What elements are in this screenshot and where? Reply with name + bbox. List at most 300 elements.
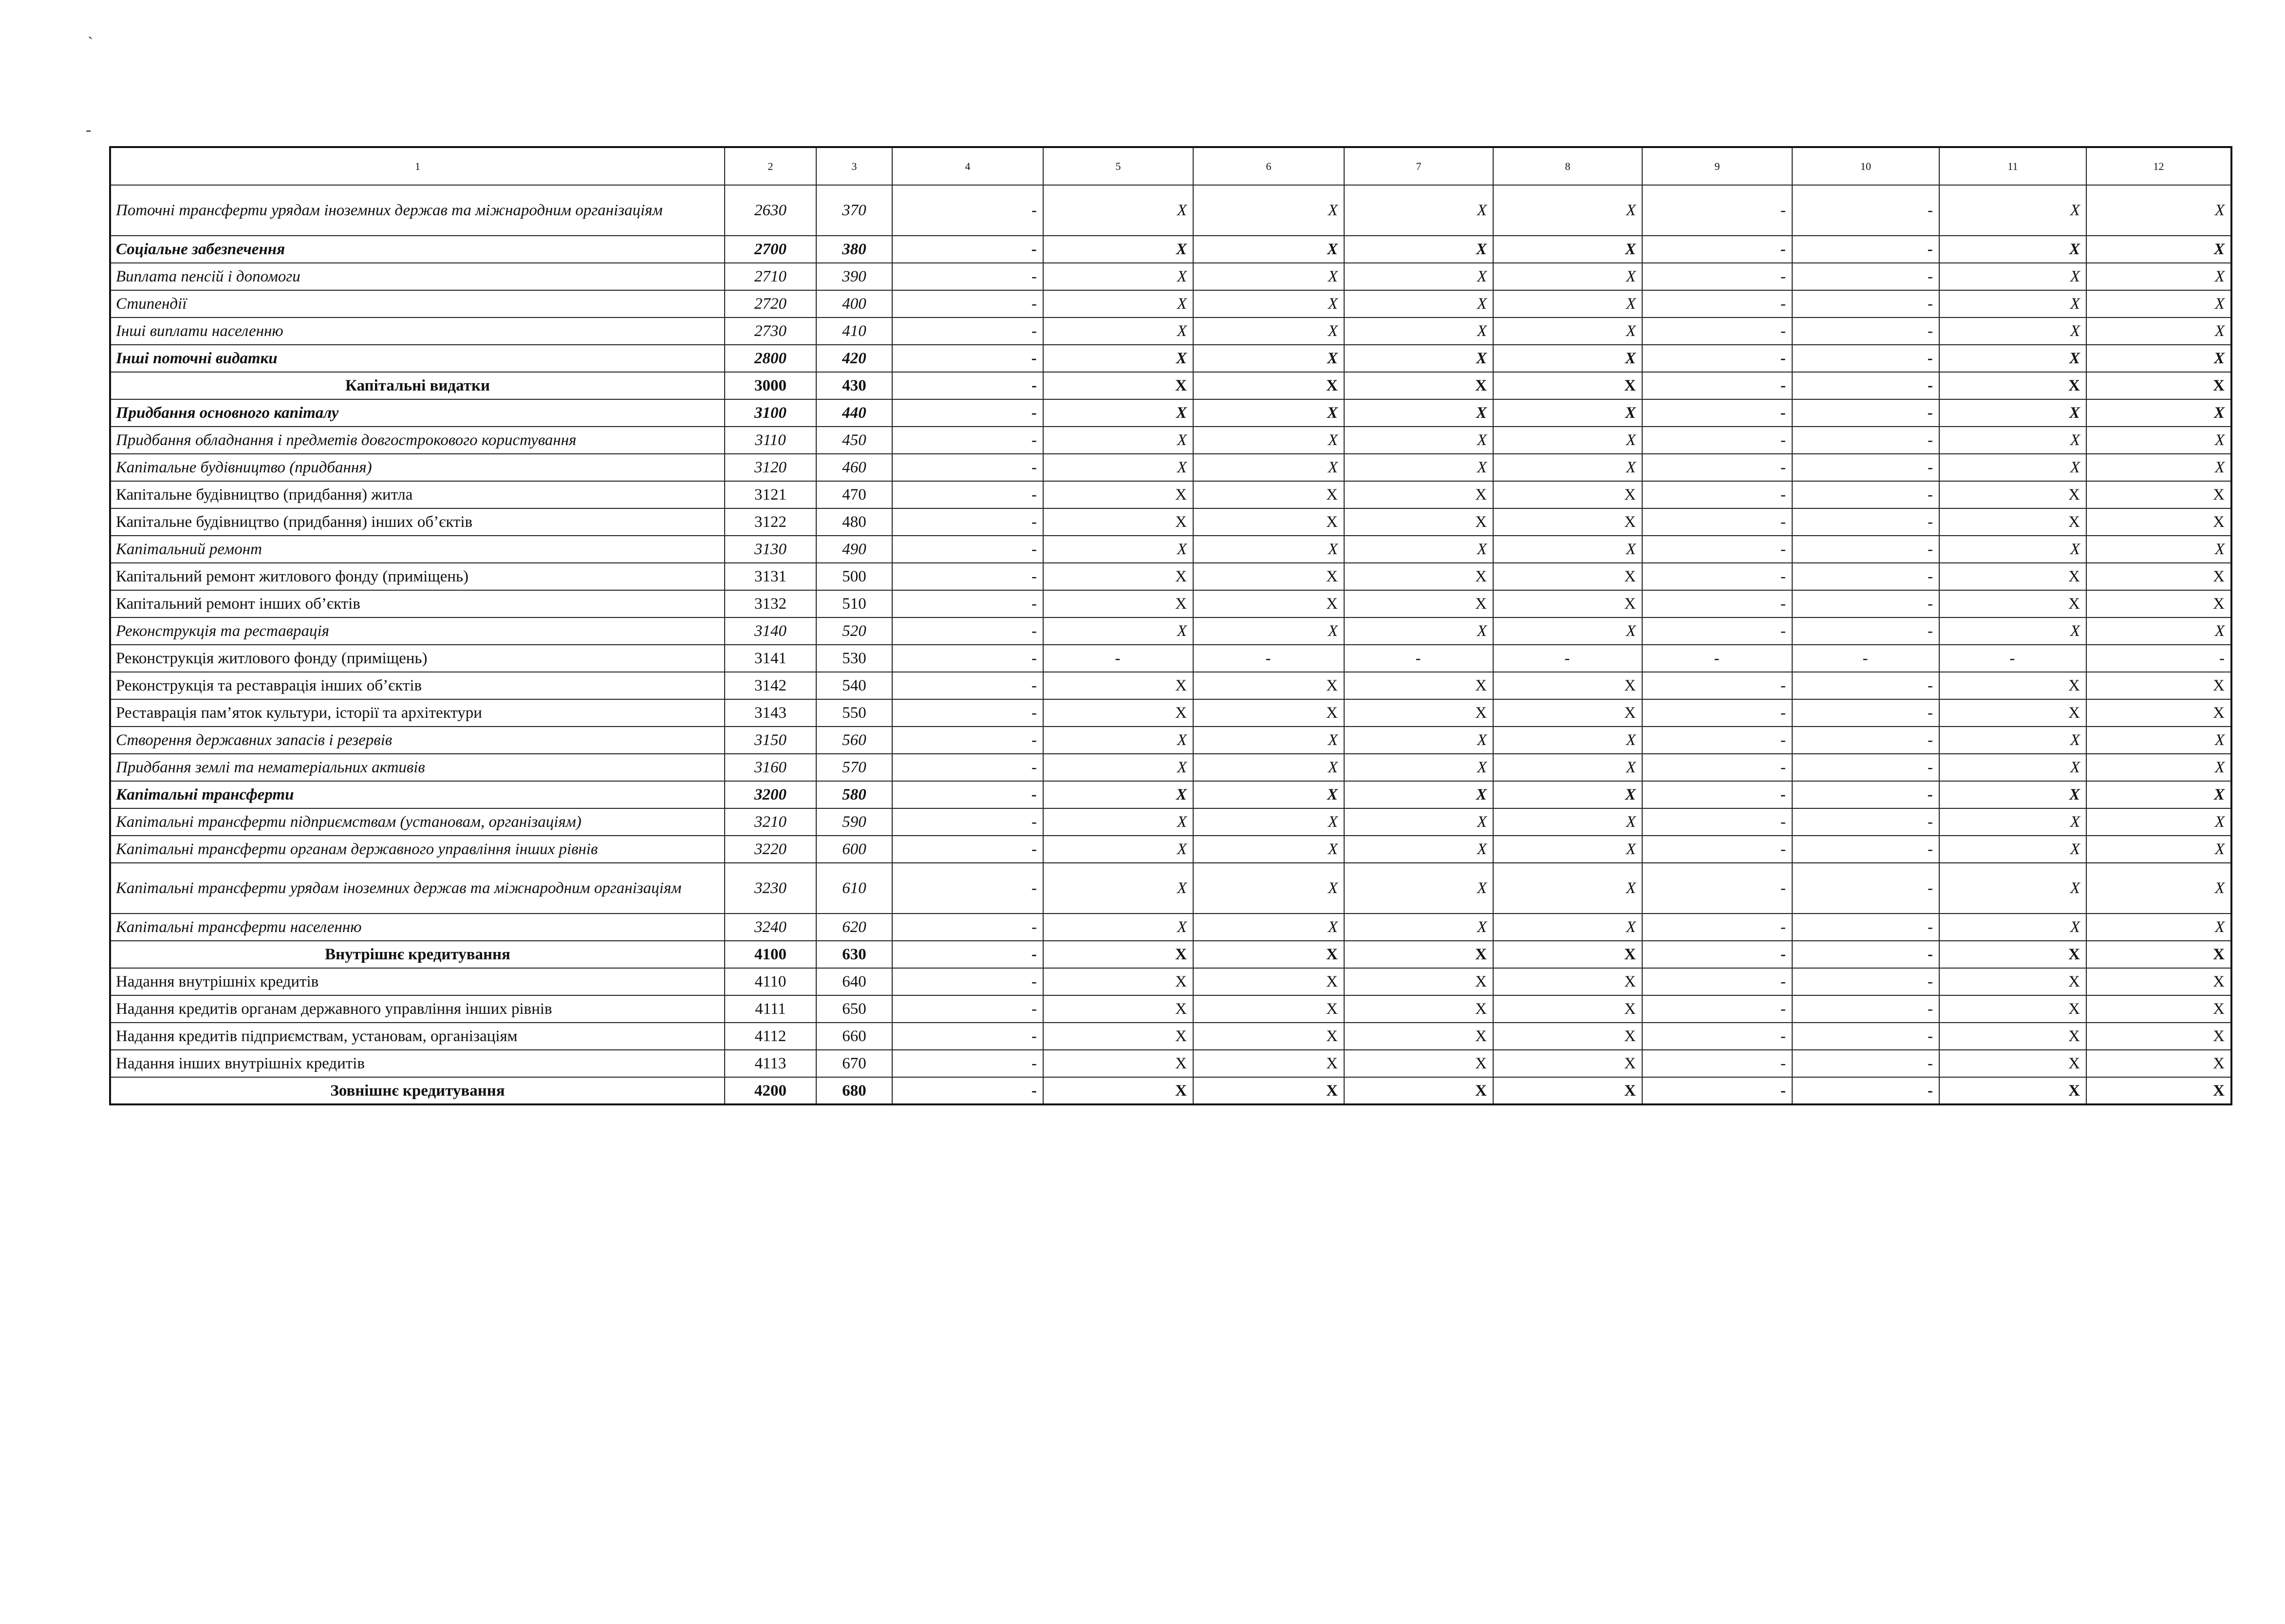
value-cell-col-4: - [892,995,1043,1023]
value-cell-col-12: X [2086,508,2231,536]
value-cell-col-12: X [2086,995,2231,1023]
value-cell-col-8: X [1493,563,1642,590]
value-cell-col-7: X [1344,236,1493,263]
table-row [110,317,2231,345]
value-cell-col-5: X [1043,427,1193,454]
kekv-code-cell: 3230 [725,863,816,914]
table-row [110,727,2231,754]
table-row [110,914,2231,941]
value-cell-col-5: X [1043,941,1193,968]
value-cell-col-7: X [1344,290,1493,317]
value-cell-col-8: X [1493,995,1642,1023]
row-name-cell: Інші виплати населенню [110,317,725,345]
value-cell-col-10: - [1792,995,1939,1023]
value-cell-col-11: X [1939,617,2086,645]
row-name-cell: Внутрішнє кредитування [110,941,725,968]
value-cell-col-6: X [1193,317,1344,345]
row-code-cell: 610 [816,863,892,914]
value-cell-col-9: - [1642,836,1792,863]
value-cell-col-6: X [1193,185,1344,236]
value-cell-col-5: X [1043,1077,1193,1104]
table-row [110,781,2231,808]
row-name-cell: Реконструкція та реставрація [110,617,725,645]
value-cell-col-4: - [892,941,1043,968]
value-cell-col-12: X [2086,454,2231,481]
kekv-code-cell: 3143 [725,699,816,727]
value-cell-col-4: - [892,290,1043,317]
value-cell-col-11: X [1939,427,2086,454]
row-code-cell: 680 [816,1077,892,1104]
kekv-code-cell: 3132 [725,590,816,617]
value-cell-col-7: X [1344,536,1493,563]
value-cell-col-9: - [1642,914,1792,941]
value-cell-col-6: X [1193,808,1344,836]
value-cell-col-6: X [1193,590,1344,617]
value-cell-col-4: - [892,536,1043,563]
value-cell-col-9: - [1642,941,1792,968]
value-cell-col-6: X [1193,372,1344,399]
value-cell-col-5: X [1043,672,1193,699]
value-cell-col-11: X [1939,699,2086,727]
row-code-cell: 620 [816,914,892,941]
table-row [110,617,2231,645]
row-name-cell: Капітальні трансферти урядам іноземних держав та міжнародним організаціям [110,863,725,914]
value-cell-col-7: X [1344,836,1493,863]
value-cell-col-7: X [1344,263,1493,290]
row-code-cell: 440 [816,399,892,427]
value-cell-col-11: X [1939,781,2086,808]
table-row [110,968,2231,995]
row-name-cell: Капітальний ремонт житлового фонду (приміщень) [110,563,725,590]
value-cell-col-12: X [2086,617,2231,645]
value-cell-col-10: - [1792,263,1939,290]
value-cell-col-11: X [1939,727,2086,754]
kekv-code-cell: 3240 [725,914,816,941]
value-cell-col-10: - [1792,481,1939,508]
value-cell-col-7: X [1344,727,1493,754]
value-cell-col-5: X [1043,617,1193,645]
value-cell-col-6: X [1193,263,1344,290]
table-row [110,185,2231,236]
value-cell-col-6: X [1193,481,1344,508]
value-cell-col-7: X [1344,185,1493,236]
table-row [110,345,2231,372]
value-cell-col-8: X [1493,345,1642,372]
value-cell-col-5: X [1043,185,1193,236]
value-cell-col-5: X [1043,727,1193,754]
value-cell-col-12: X [2086,727,2231,754]
value-cell-col-8: X [1493,941,1642,968]
row-name-cell: Капітальне будівництво (придбання) [110,454,725,481]
value-cell-col-7: X [1344,1077,1493,1104]
value-cell-col-8: X [1493,863,1642,914]
value-cell-col-6: X [1193,536,1344,563]
table-row [110,508,2231,536]
column-header-4: 4 [892,147,1043,185]
value-cell-col-9: - [1642,372,1792,399]
value-cell-col-9: - [1642,1050,1792,1077]
kekv-code-cell: 3140 [725,617,816,645]
value-cell-col-10: - [1792,808,1939,836]
value-cell-col-10: - [1792,399,1939,427]
value-cell-col-10: - [1792,836,1939,863]
column-header-3: 3 [816,147,892,185]
value-cell-col-11: X [1939,563,2086,590]
value-cell-col-4: - [892,617,1043,645]
value-cell-col-9: - [1642,345,1792,372]
value-cell-col-4: - [892,345,1043,372]
value-cell-col-9: - [1642,427,1792,454]
kekv-code-cell: 3130 [725,536,816,563]
value-cell-col-4: - [892,645,1043,672]
kekv-code-cell: 3160 [725,754,816,781]
value-cell-col-5: X [1043,372,1193,399]
column-header-12: 12 [2086,147,2231,185]
value-cell-col-4: - [892,781,1043,808]
kekv-code-cell: 3210 [725,808,816,836]
value-cell-col-12: X [2086,185,2231,236]
value-cell-col-12: X [2086,563,2231,590]
value-cell-col-9: - [1642,968,1792,995]
value-cell-col-8: X [1493,672,1642,699]
value-cell-col-8: X [1493,263,1642,290]
value-cell-col-10: - [1792,563,1939,590]
scan-mark: ` [88,34,94,52]
value-cell-col-9: - [1642,236,1792,263]
value-cell-col-4: - [892,672,1043,699]
kekv-code-cell: 4200 [725,1077,816,1104]
row-name-cell: Реконструкція та реставрація інших об’єктів [110,672,725,699]
value-cell-col-12: X [2086,317,2231,345]
value-cell-col-9: - [1642,672,1792,699]
value-cell-col-9: - [1642,590,1792,617]
value-cell-col-5: X [1043,481,1193,508]
row-code-cell: 560 [816,727,892,754]
row-name-cell: Придбання основного капіталу [110,399,725,427]
value-cell-col-4: - [892,372,1043,399]
value-cell-col-9: - [1642,481,1792,508]
value-cell-col-4: - [892,1023,1043,1050]
value-cell-col-11: X [1939,185,2086,236]
value-cell-col-6: X [1193,727,1344,754]
value-cell-col-10: - [1792,941,1939,968]
column-header-9: 9 [1642,147,1792,185]
value-cell-col-6: X [1193,399,1344,427]
value-cell-col-5: X [1043,263,1193,290]
value-cell-col-7: X [1344,672,1493,699]
value-cell-col-11: X [1939,1023,2086,1050]
row-name-cell: Поточні трансферти урядам іноземних держав та міжнародним організаціям [110,185,725,236]
kekv-code-cell: 3122 [725,508,816,536]
column-header-8: 8 [1493,147,1642,185]
value-cell-col-5: X [1043,754,1193,781]
table-row [110,995,2231,1023]
table-row [110,290,2231,317]
column-header-7: 7 [1344,147,1493,185]
value-cell-col-7: X [1344,427,1493,454]
value-cell-col-8: X [1493,590,1642,617]
value-cell-col-6: X [1193,1050,1344,1077]
kekv-code-cell: 4111 [725,995,816,1023]
value-cell-col-9: - [1642,1077,1792,1104]
kekv-code-cell: 3100 [725,399,816,427]
value-cell-col-7: X [1344,454,1493,481]
value-cell-col-10: - [1792,290,1939,317]
value-cell-col-7: X [1344,914,1493,941]
value-cell-col-4: - [892,968,1043,995]
row-code-cell: 520 [816,617,892,645]
value-cell-col-5: X [1043,317,1193,345]
row-code-cell: 590 [816,808,892,836]
kekv-code-cell: 4112 [725,1023,816,1050]
value-cell-col-8: X [1493,536,1642,563]
row-name-cell: Надання внутрішніх кредитів [110,968,725,995]
value-cell-col-10: - [1792,699,1939,727]
value-cell-col-5: X [1043,236,1193,263]
row-name-cell: Реконструкція житлового фонду (приміщень) [110,645,725,672]
kekv-code-cell: 2710 [725,263,816,290]
table-row [110,863,2231,914]
kekv-code-cell: 4113 [725,1050,816,1077]
value-cell-col-12: X [2086,1050,2231,1077]
value-cell-col-7: X [1344,995,1493,1023]
kekv-code-cell: 3110 [725,427,816,454]
value-cell-col-8: X [1493,236,1642,263]
value-cell-col-5: X [1043,699,1193,727]
value-cell-col-12: X [2086,914,2231,941]
value-cell-col-8: X [1493,617,1642,645]
value-cell-col-11: - [1939,645,2086,672]
column-header-11: 11 [1939,147,2086,185]
value-cell-col-4: - [892,808,1043,836]
value-cell-col-8: X [1493,808,1642,836]
value-cell-col-11: X [1939,590,2086,617]
value-cell-col-9: - [1642,699,1792,727]
table-row [110,645,2231,672]
value-cell-col-8: X [1493,185,1642,236]
value-cell-col-7: X [1344,968,1493,995]
value-cell-col-10: - [1792,454,1939,481]
value-cell-col-4: - [892,454,1043,481]
value-cell-col-9: - [1642,863,1792,914]
value-cell-col-5: X [1043,863,1193,914]
value-cell-col-7: X [1344,481,1493,508]
value-cell-col-6: X [1193,290,1344,317]
row-name-cell: Надання інших внутрішніх кредитів [110,1050,725,1077]
value-cell-col-8: X [1493,372,1642,399]
value-cell-col-7: X [1344,617,1493,645]
value-cell-col-7: X [1344,863,1493,914]
row-code-cell: 510 [816,590,892,617]
value-cell-col-10: - [1792,914,1939,941]
table-row [110,563,2231,590]
kekv-code-cell: 3121 [725,481,816,508]
value-cell-col-9: - [1642,808,1792,836]
row-name-cell: Капітальне будівництво (придбання) інших об’єктів [110,508,725,536]
value-cell-col-4: - [892,563,1043,590]
table-row [110,236,2231,263]
value-cell-col-8: X [1493,317,1642,345]
kekv-code-cell: 3120 [725,454,816,481]
value-cell-col-7: X [1344,399,1493,427]
budget-table [109,146,2232,1105]
row-code-cell: 460 [816,454,892,481]
value-cell-col-10: - [1792,536,1939,563]
value-cell-col-11: X [1939,1077,2086,1104]
value-cell-col-11: X [1939,536,2086,563]
value-cell-col-4: - [892,590,1043,617]
row-name-cell: Надання кредитів підприємствам, установам, організаціям [110,1023,725,1050]
value-cell-col-4: - [892,263,1043,290]
table-body [110,185,2231,1104]
value-cell-col-6: X [1193,508,1344,536]
value-cell-col-6: X [1193,754,1344,781]
value-cell-col-11: X [1939,481,2086,508]
value-cell-col-12: X [2086,836,2231,863]
row-name-cell: Капітальні трансферти органам державного управління інших рівнів [110,836,725,863]
kekv-code-cell: 3000 [725,372,816,399]
row-code-cell: 500 [816,563,892,590]
value-cell-col-6: X [1193,1077,1344,1104]
value-cell-col-6: X [1193,1023,1344,1050]
row-code-cell: 470 [816,481,892,508]
value-cell-col-5: X [1043,590,1193,617]
value-cell-col-7: X [1344,1050,1493,1077]
value-cell-col-11: X [1939,317,2086,345]
column-header-6: 6 [1193,147,1344,185]
value-cell-col-8: X [1493,699,1642,727]
row-name-cell: Стипендії [110,290,725,317]
kekv-code-cell: 3150 [725,727,816,754]
value-cell-col-12: X [2086,863,2231,914]
kekv-code-cell: 2630 [725,185,816,236]
kekv-code-cell: 3200 [725,781,816,808]
table-row [110,941,2231,968]
value-cell-col-11: X [1939,345,2086,372]
row-name-cell: Капітальні трансферти населенню [110,914,725,941]
value-cell-col-12: X [2086,754,2231,781]
row-name-cell: Капітальний ремонт інших об’єктів [110,590,725,617]
row-code-cell: 670 [816,1050,892,1077]
value-cell-col-12: X [2086,427,2231,454]
value-cell-col-7: X [1344,590,1493,617]
value-cell-col-4: - [892,699,1043,727]
value-cell-col-6: - [1193,645,1344,672]
value-cell-col-5: X [1043,508,1193,536]
row-code-cell: 540 [816,672,892,699]
value-cell-col-12: X [2086,808,2231,836]
kekv-code-cell: 4100 [725,941,816,968]
value-cell-col-8: X [1493,914,1642,941]
row-code-cell: 550 [816,699,892,727]
value-cell-col-6: X [1193,345,1344,372]
value-cell-col-7: X [1344,699,1493,727]
value-cell-col-5: X [1043,1023,1193,1050]
value-cell-col-7: X [1344,345,1493,372]
value-cell-col-10: - [1792,1023,1939,1050]
value-cell-col-4: - [892,836,1043,863]
value-cell-col-10: - [1792,345,1939,372]
kekv-code-cell: 3142 [725,672,816,699]
value-cell-col-5: - [1043,645,1193,672]
column-header-10: 10 [1792,147,1939,185]
value-cell-col-9: - [1642,781,1792,808]
row-code-cell: 580 [816,781,892,808]
value-cell-col-6: X [1193,699,1344,727]
value-cell-col-9: - [1642,727,1792,754]
table-row [110,836,2231,863]
row-name-cell: Капітальні трансферти підприємствам (установам, організаціям) [110,808,725,836]
value-cell-col-12: X [2086,236,2231,263]
value-cell-col-11: X [1939,372,2086,399]
value-cell-col-11: X [1939,914,2086,941]
row-name-cell: Капітальний ремонт [110,536,725,563]
value-cell-col-12: X [2086,345,2231,372]
table-row [110,536,2231,563]
value-cell-col-11: X [1939,941,2086,968]
value-cell-col-4: - [892,481,1043,508]
table-row [110,699,2231,727]
value-cell-col-10: - [1792,427,1939,454]
value-cell-col-9: - [1642,1023,1792,1050]
row-code-cell: 410 [816,317,892,345]
value-cell-col-10: - [1792,185,1939,236]
value-cell-col-9: - [1642,317,1792,345]
column-header-1: 1 [110,147,725,185]
row-code-cell: 630 [816,941,892,968]
value-cell-col-10: - [1792,968,1939,995]
value-cell-col-11: X [1939,290,2086,317]
value-cell-col-8: - [1493,645,1642,672]
value-cell-col-5: X [1043,781,1193,808]
value-cell-col-12: X [2086,1023,2231,1050]
value-cell-col-7: X [1344,941,1493,968]
kekv-code-cell: 3131 [725,563,816,590]
value-cell-col-4: - [892,317,1043,345]
value-cell-col-9: - [1642,563,1792,590]
row-code-cell: 650 [816,995,892,1023]
table-row [110,1023,2231,1050]
row-code-cell: 370 [816,185,892,236]
value-cell-col-10: - [1792,863,1939,914]
value-cell-col-9: - [1642,508,1792,536]
value-cell-col-7: X [1344,372,1493,399]
value-cell-col-12: X [2086,699,2231,727]
value-cell-col-5: X [1043,536,1193,563]
value-cell-col-12: X [2086,399,2231,427]
value-cell-col-5: X [1043,454,1193,481]
row-name-cell: Капітальні видатки [110,372,725,399]
value-cell-col-12: - [2086,645,2231,672]
value-cell-col-5: X [1043,836,1193,863]
value-cell-col-6: X [1193,968,1344,995]
row-code-cell: 480 [816,508,892,536]
table-row [110,754,2231,781]
header-row [110,147,2231,185]
value-cell-col-10: - [1792,672,1939,699]
row-name-cell: Придбання землі та нематеріальних активів [110,754,725,781]
value-cell-col-8: X [1493,1050,1642,1077]
value-cell-col-11: X [1939,508,2086,536]
value-cell-col-4: - [892,399,1043,427]
row-name-cell: Придбання обладнання і предметів довгострокового користування [110,427,725,454]
value-cell-col-9: - [1642,617,1792,645]
value-cell-col-12: X [2086,536,2231,563]
column-header-2: 2 [725,147,816,185]
row-code-cell: 600 [816,836,892,863]
kekv-code-cell: 2730 [725,317,816,345]
value-cell-col-7: X [1344,754,1493,781]
